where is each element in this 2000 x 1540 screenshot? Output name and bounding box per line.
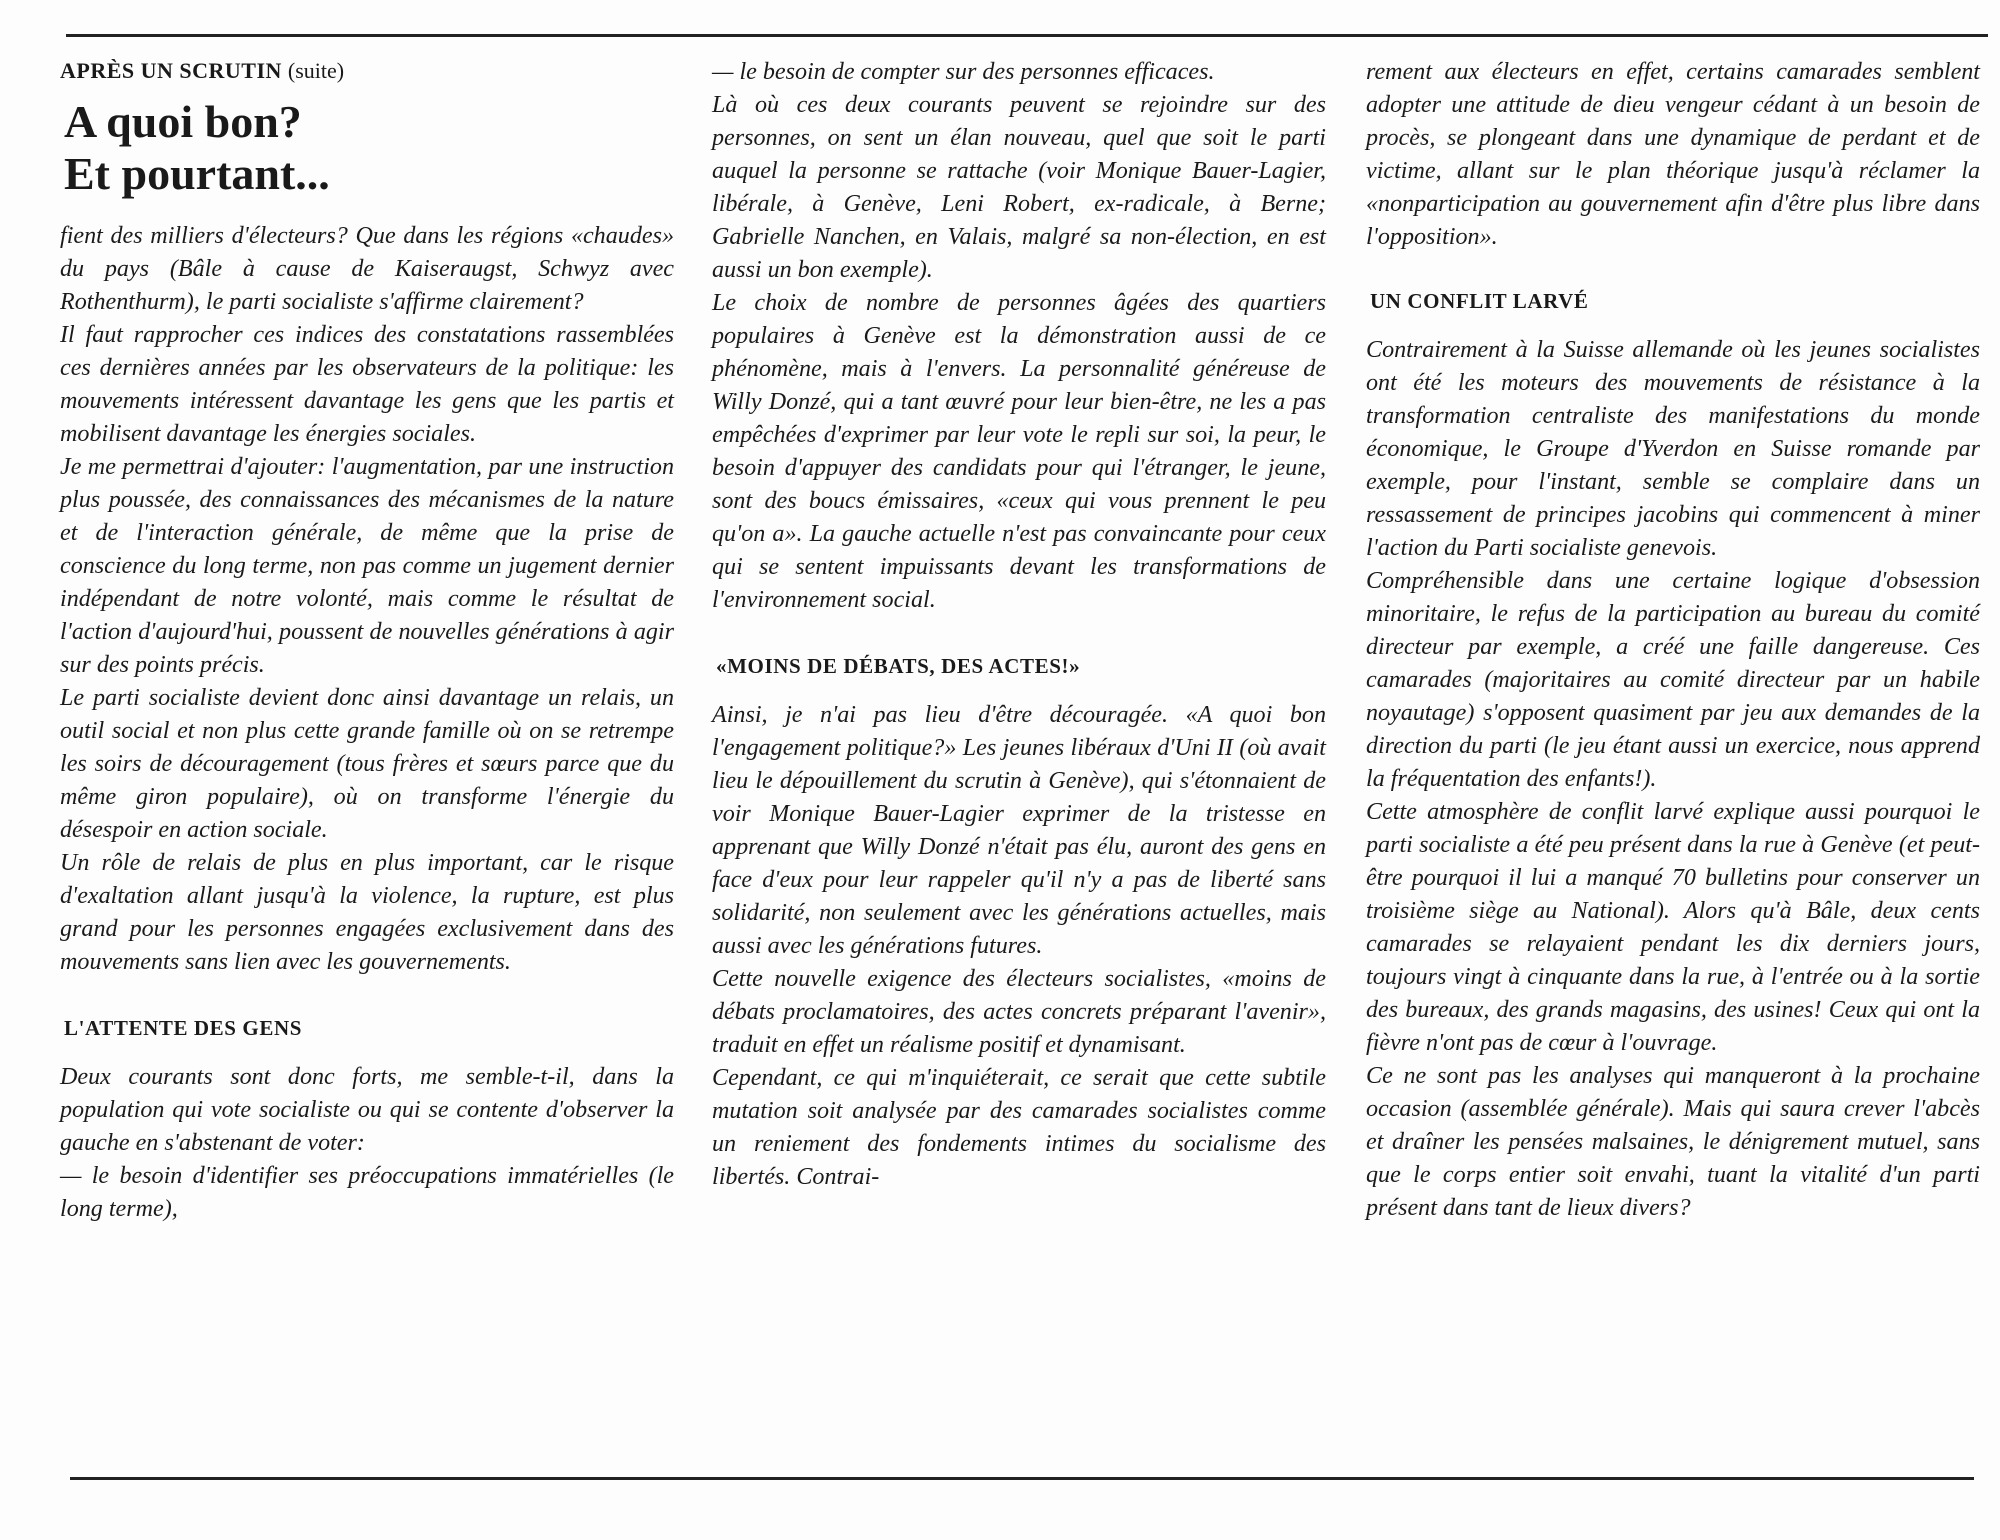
paragraph: Cette atmosphère de conflit larvé explique aussi pourquoi le parti socialiste a été peu présent dans la rue à Genève (et peut-être pourquoi il lui a manqué 70 bulletins pour conserver un troisième siège au National). Alors qu'à Bâle, deux cents camarades se relayaient pendant les dix derniers jours, toujours vingt à cinquante dans la rue, à l'entrée ou à la sortie des bureaux, des grands magasins, des usines! Ceux qui ont la fièvre n'ont pas de cœur à l'ouvrage. bbox=[1366, 799, 1980, 1056]
paragraph: Il faut rapprocher ces indices des constatations rassemblées ces dernières années par les observateurs de la politique: les mouvements intéressent davantage les gens que les partis et mobilisent davantage les énergies sociales. bbox=[60, 322, 674, 447]
paragraph: Un rôle de relais de plus en plus important, car le risque d'exaltation allant jusqu'à la violence, la rupture, est plus grand pour les personnes engagées exclusivement dans des mouvements sans lien avec les gouvernements. bbox=[60, 850, 674, 975]
section-heading-attente: L'ATTENTE DES GENS bbox=[64, 1016, 302, 1040]
column-2 bbox=[712, 56, 1326, 1194]
paragraph: rement aux électeurs en effet, certains camarades semblent adopter une attitude de dieu vengeur cédant à un besoin de procès, se plongeant dans une dynamique de perdant et de victime, allant sur le plan théorique jusqu'à réclamer la «nonparticipation au gouvernement afin d'être plus libre dans l'opposition». bbox=[1366, 59, 1980, 250]
paragraph: Ainsi, je n'ai pas lieu d'être découragée. «A quoi bon l'engagement politique?» Les jeunes libéraux d'Uni II (où avait lieu le dépouillement du scrutin à Genève), qui s'étonnaient de voir Monique Bauer-Lagier exprimer de la tristesse en apprenant que Willy Donzé n'était pas élu, auront des gens en face d'eux pour leur rappeler qu'il n'y a pas de liberté sans solidarité, non seulement avec les générations actuelles, mais aussi avec les générations futures. bbox=[712, 702, 1326, 959]
paragraph: Deux courants sont donc forts, me semble-t-il, dans la population qui vote socialiste ou qui se contente d'observer la gauche en s'abstenant de voter: bbox=[60, 1064, 674, 1156]
headline bbox=[64, 96, 674, 200]
section-heading-debats: «MOINS DE DÉBATS, DES ACTES!» bbox=[716, 654, 1081, 678]
kicker-suite: (suite) bbox=[287, 58, 345, 83]
paragraph: Là où ces deux courants peuvent se rejoindre sur des personnes, on sent un élan nouveau, quel que soit le parti auquel la personne se rattache (voir Monique Bauer-Lagier, libérale, à Genève, Leni Robert, ex-radicale, à Berne; Gabrielle Nanchen, en Valais, malgré sa non-élection, en est aussi un bon exemple). bbox=[712, 92, 1326, 283]
paragraph: — le besoin de compter sur des personnes efficaces. bbox=[712, 59, 1215, 85]
bottom-rule bbox=[70, 1477, 1974, 1480]
section-heading-conflit: UN CONFLIT LARVÉ bbox=[1370, 289, 1589, 313]
paragraph: Le parti socialiste devient donc ainsi davantage un relais, un outil social et non plus cette grande famille où on se retrempe les soirs de découragement (tous frères et sœurs parce que du même giron populaire), où on transforme l'énergie du désespoir en action sociale. bbox=[60, 685, 674, 843]
paragraph: — le besoin d'identifier ses préoccupations immatérielles (le long terme), bbox=[60, 1163, 674, 1222]
paragraph: Ce ne sont pas les analyses qui manqueront à la prochaine occasion (assemblée générale). Mais qui saura crever l'abcès et draîner les pensées malsaines, le dénigrement mutuel, sans que le corps entier soit envahi, tuant la vitalité d'un parti présent dans tant de lieux divers? bbox=[1366, 1063, 1980, 1221]
paragraph: Contrairement à la Suisse allemande où les jeunes socialistes ont été les moteurs des mouvements de résistance à la transformation centraliste des manifestations du monde économique, le Groupe d'Yverdon en Suisse romande par exemple, pour l'instant, semble se complaire dans un ressassement de principes jacobins qui commencent à miner l'action du Parti socialiste genevois. bbox=[1366, 337, 1980, 561]
column-3 bbox=[1366, 56, 1980, 1225]
headline-line-2: Et pourtant... bbox=[64, 148, 330, 199]
column-1 bbox=[60, 56, 674, 1226]
paragraph: fient des milliers d'électeurs? Que dans les régions «chaudes» du pays (Bâle à cause de Kaiseraugst, Schwyz avec Rothenthurm), le parti socialiste s'affirme clairement? bbox=[60, 223, 674, 315]
headline-line-1: A quoi bon? bbox=[64, 96, 302, 147]
kicker-label: APRÈS UN SCRUTIN bbox=[60, 58, 282, 83]
top-rule bbox=[66, 34, 1988, 37]
paragraph: Cependant, ce qui m'inquiéterait, ce serait que cette subtile mutation soit analysée par des camarades socialistes comme un reniement des fondements intimes du socialisme des libertés. Contrai- bbox=[712, 1065, 1326, 1190]
paragraph: Compréhensible dans une certaine logique d'obsession minoritaire, le refus de la participation au bureau du comité directeur par exemple, a créé une faille dangereuse. Ces camarades (majoritaires au comité directeur par un habile noyautage) s'opposent quasiment par jeu aux demandes de la direction du parti (le jeu étant aussi un exercice, nous apprend la fréquentation des enfants!). bbox=[1366, 568, 1980, 792]
paragraph: Cette nouvelle exigence des électeurs socialistes, «moins de débats proclamatoires, des actes concrets préparant l'avenir», traduit en effet un réalisme positif et dynamisant. bbox=[712, 966, 1326, 1058]
kicker bbox=[60, 56, 674, 86]
paragraph: Je me permettrai d'ajouter: l'augmentation, par une instruction plus poussée, des connaissances des mécanismes de la nature et de l'interaction générale, de même que la prise de conscience du long terme, non pas comme un jugement dernier indépendant de notre volonté, mais comme le résultat de l'action d'aujourd'hui, poussent de nouvelles générations à agir sur des points précis. bbox=[60, 454, 674, 678]
paragraph: Le choix de nombre de personnes âgées des quartiers populaires à Genève est la démonstration aussi de ce phénomène, mais à l'envers. La personnalité généreuse de Willy Donzé, qui a tant œuvré pour leur bien-être, ne les a pas empêchées d'exprimer par leur vote le repli sur soi, la peur, le besoin d'appuyer des candidats pour qui l'étranger, le jeune, sont des boucs émissaires, «ceux qui vous prennent le peu qu'on a». La gauche actuelle n'est pas convaincante pour ceux qui se sentent impuissants devant les transformations de l'environnement social. bbox=[712, 290, 1326, 613]
